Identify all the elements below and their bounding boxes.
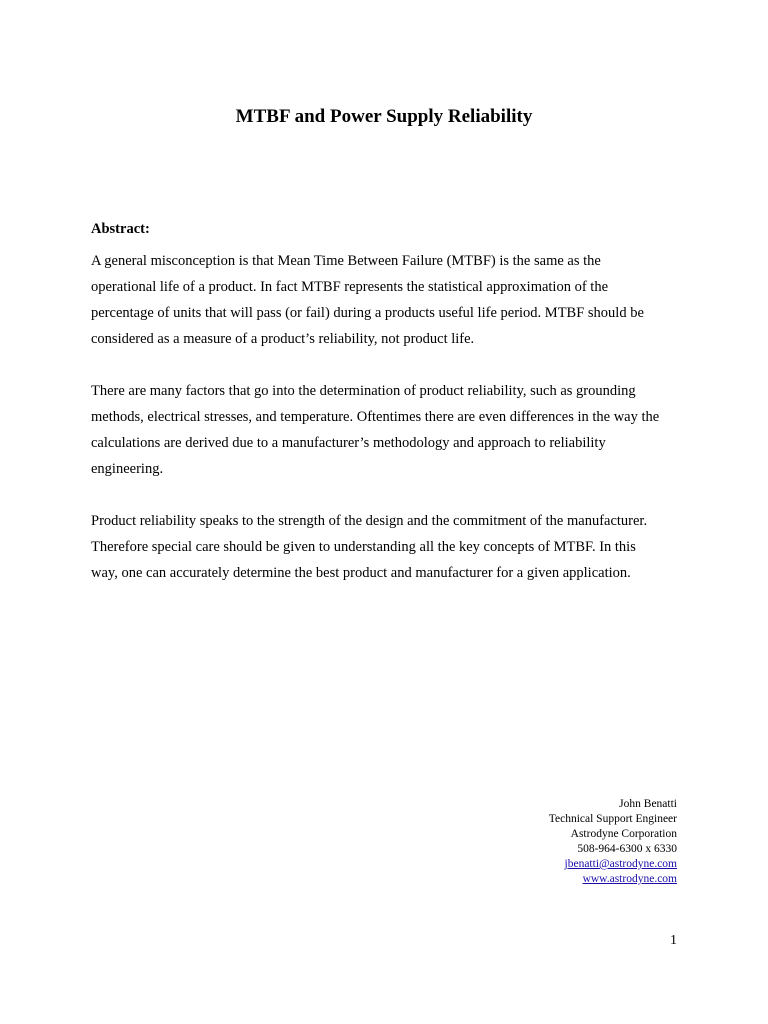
paragraph-line: way, one can accurately determine the best product and manufacturer for a given application. [91, 565, 631, 581]
document-body [91, 216, 691, 612]
paragraph-line: calculations are derived due to a manufacturer’s methodology and approach to reliability [91, 435, 606, 451]
paragraph-line: operational life of a product. In fact MTBF represents the statistical approximation of the [91, 279, 609, 295]
paragraph-2 [91, 378, 691, 482]
paragraph-3 [91, 508, 691, 586]
contact-website-link[interactable]: www.astrodyne.com [582, 873, 677, 885]
paragraph-line: considered as a measure of a product’s reliability, not product life. [91, 331, 475, 347]
paragraph-line: percentage of units that will pass (or fail) during a products useful life period. MTBF should be [91, 305, 644, 321]
paragraph-line: Therefore special care should be given to understanding all the key concepts of MTBF. In this [91, 539, 636, 555]
abstract-heading: Abstract: [91, 221, 150, 237]
page-number: 1 [670, 933, 677, 948]
contact-block [549, 797, 677, 887]
contact-role: Technical Support Engineer [548, 813, 677, 825]
paragraph-line: A general misconception is that Mean Time Between Failure (MTBF) is the same as the [91, 253, 601, 269]
paragraph-line: methods, electrical stresses, and temperature. Oftentimes there are even differences in the way the [91, 409, 660, 425]
paragraph-1 [91, 248, 691, 352]
paragraph-line: Product reliability speaks to the strength of the design and the commitment of the manufacturer. [91, 513, 648, 529]
contact-company: Astrodyne Corporation [570, 828, 677, 840]
contact-name: John Benatti [619, 798, 677, 810]
paragraph-line: engineering. [91, 461, 164, 477]
paragraph-line: There are many factors that go into the determination of product reliability, such as grounding [91, 383, 636, 399]
contact-email-row [549, 857, 677, 872]
contact-website-row [549, 872, 677, 887]
contact-email-link[interactable]: jbenatti@astrodyne.com [564, 858, 677, 870]
document-title: MTBF and Power Supply Reliability [235, 106, 533, 127]
contact-phone: 508-964-6300 x 6330 [577, 843, 677, 855]
